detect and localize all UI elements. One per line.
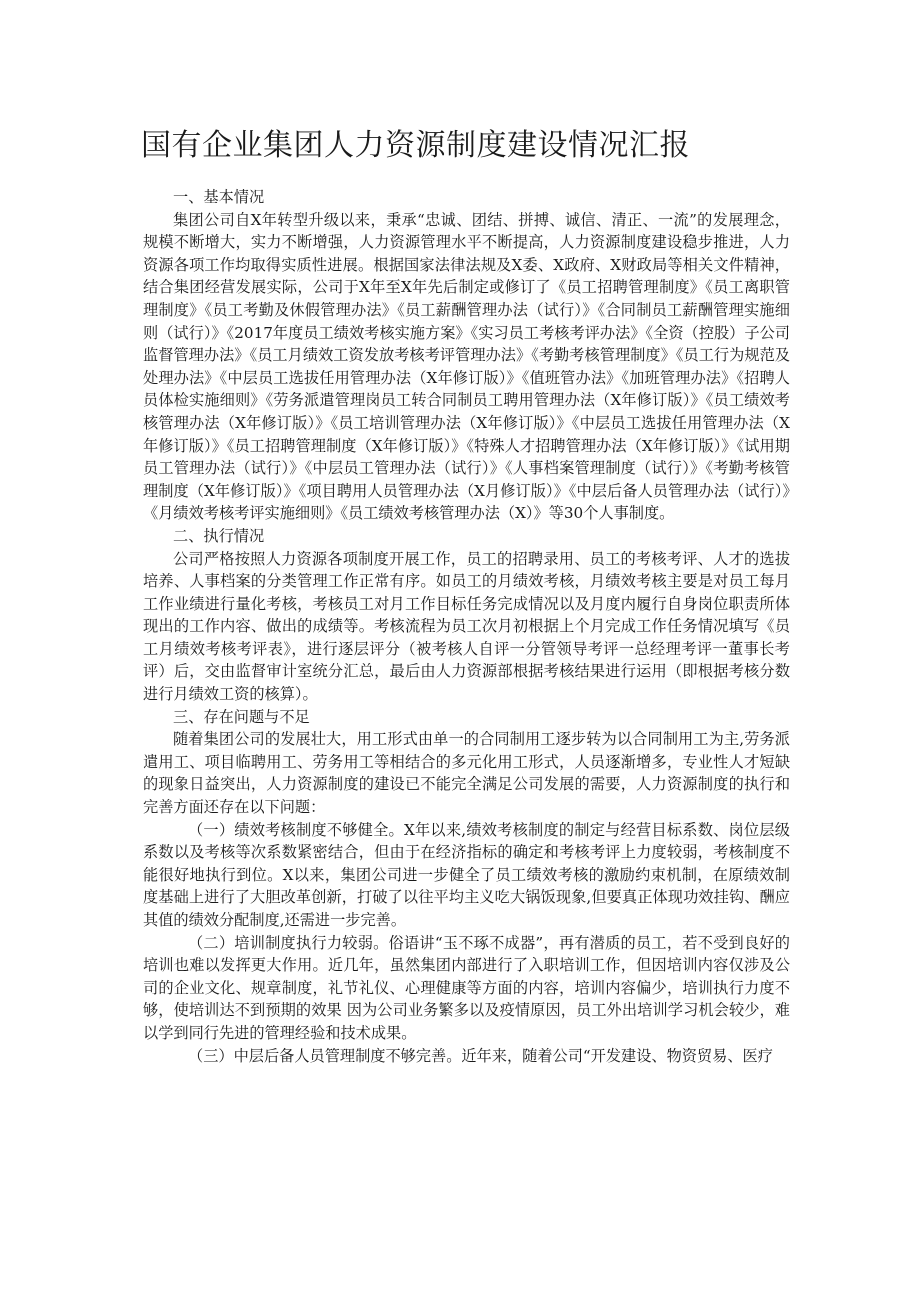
section-heading-execution: 二、执行情况 [173,526,265,545]
paragraph-execution: 公司严格按照人力资源各项制度开展工作，员工的招聘录用、员工的考核考评、人才的选拔培养、人事档案的分类管理工作正常有序。如员工的月绩效考核，月绩效考核主要是对员工每月工作业绩进行量化考核，考核员工对月工作目标任务完成情况以及月度内履行自身岗位职责所体现出的工作内容、做出的成绩等。考核流程为员工次月初根据上个月完成工作任务情况填写《员工月绩效考核考评表》，进行逐层评分（被考核人自评一分管领导考评一总经理考评一董事长考评）后，交由监督审计室统分汇总，最后由人力资源部根据考核结果进行运用（即根据考核分数进行月绩效工资的核算）。 [143,549,790,704]
section-heading-basic: 一、基本情况 [173,188,265,206]
section-heading-problems: 三、存在问题与不足 [173,707,310,726]
paragraph-problems-intro: 随着集团公司的发展壮大，用工形式由单一的合同制用工逐步转为以合同制用工为主,劳务派遣用工、项目临聘用工、劳务用工等相结合的多元化用工形式，人员逐渐增多，专业性人才短缺的现象日益突出，人力资源制度的建设已不能完全满足公司发展的需要，人力资源制度的执行和完善方面还存在以下问题： [143,730,790,817]
paragraph-problem-performance: （一）绩效考核制度不够健全。X年以来,绩效考核制度的制定与经营目标系数、岗位层级系数以及考核等次系数紧密结合，但由于在经济指标的确定和考核考评上力度较弱，考核制度不能很好地执行到位。X以来，集团公司进一步健全了员工绩效考核的激励约束机制，在原绩效制度基础上进行了大胆改革创新，打破了以往平均主义吃大锅饭现象,但要真正体现功效挂钩、酬应其值的绩效分配制度,还需进一步完善。 [143,820,790,929]
paragraph-problem-training: （二）培训制度执行力较弱。俗语讲“玉不琢不成器”，再有潜质的员工，若不受到良好的培训也难以发挥更大作用。近几年，虽然集团内部进行了入职培训工作，但因培训内容仅涉及公司的企业文化、规章制度，礼节礼仪、心理健康等方面的内容，培训内容偏少，培训执行力度不够，使培训达不到预期的效果 因为公司业务繁多以及疫情原因，员工外出培训学习机会较少，难以学到同行先进的管理经验和技术成果。 [143,933,790,1042]
document-page [143,128,790,1067]
paragraph-basic-situation: 集团公司自X年转型升级以来，秉承“忠诚、团结、拼搏、诚信、清正、一流”的发展理念，规模不断增大，实力不断增强，人力资源管理水平不断提高，人力资源制度建设稳步推进，人力资源各项工作均取得实质性进展。根据国家法律法规及X委、X政府、X财政局等相关文件精神，结合集团经营发展实际，公司于X年至X年先后制定或修订了《员工招聘管理制度》《员工离职管理制度》《员工考勤及休假管理办法》《员工薪酬管理办法（试行）》《合同制员工薪酬管理实施细则（试行）》《2017年度员工绩效考核实施方案》《实习员工考核考评办法》《全资（控股）子公司监督管理办法》《员工月绩效工资发放考核考评管理办法》《考勤考核管理制度》《员工行为规范及处理办法》《中层员工选拔任用管理办法（X年修订版）》《值班管办法》《加班管理办法》《招聘人员体检实施细则》《劳务派遣管理岗员工转合同制员工聘用管理办法（X年修订版）》《员工绩效考核管理办法（X年修订版）》《员工培训管理办法（X年修订版）》《中层员工选拔任用管理办法（X年修订版）》《员工招聘管理制度（X年修订版）》《特殊人才招聘管理办法（X年修订版）》《试用期员工管理办法（试行）》《中层员工管理办法（试行）》《人事档案管理制度（试行）》《考勤考核管理制度（X年修订版）》《项目聘用人员管理办法（X月修订版）》《中层后备人员管理办法（试行）》《月绩效考核考评实施细则》《员工绩效考核管理办法（X）》等30个人事制度。 [143,210,790,523]
document-title: 国有企业集团人力资源制度建设情况汇报 [141,128,690,163]
paragraph-problem-reserve: （三）中层后备人员管理制度不够完善。近年来，随着公司“开发建设、物资贸易、医疗 [188,1046,773,1065]
